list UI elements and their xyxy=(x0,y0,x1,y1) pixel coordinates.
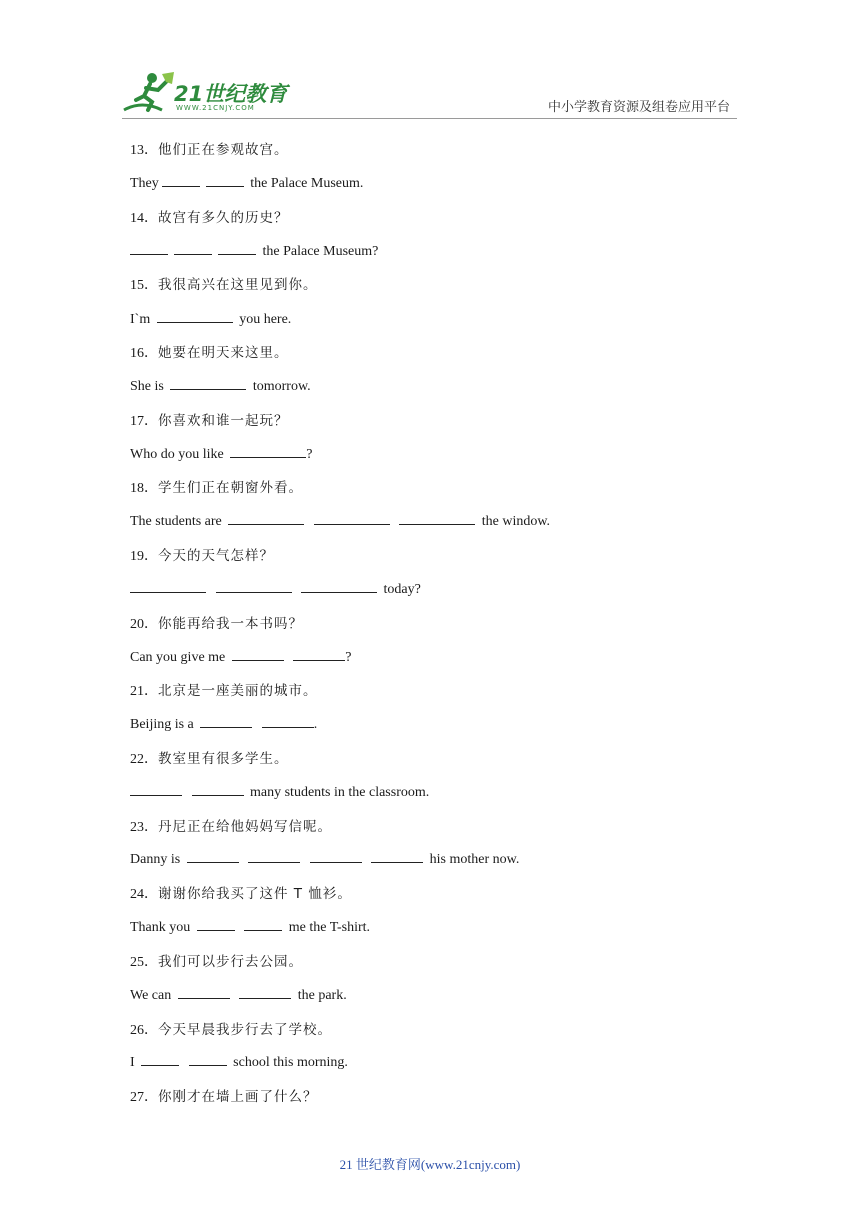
answer-21: Beijing is a . xyxy=(130,714,317,733)
blank[interactable] xyxy=(248,849,300,863)
question-17: 17．你喜欢和谁一起玩？ xyxy=(130,413,289,429)
logo-url: WWW.21CNJY.COM xyxy=(176,104,255,112)
blank[interactable] xyxy=(293,647,345,661)
blank[interactable] xyxy=(218,241,256,255)
answer-24: Thank you me the T-shirt. xyxy=(130,917,370,936)
question-18: 18．学生们正在朝窗外看。 xyxy=(130,480,303,496)
blank[interactable] xyxy=(197,917,235,931)
answer-13: They the Palace Museum. xyxy=(130,173,363,192)
blank[interactable] xyxy=(130,782,182,796)
blank[interactable] xyxy=(206,173,244,187)
question-26: 26．今天早晨我步行去了学校。 xyxy=(130,1022,332,1038)
question-22: 22．教室里有很多学生。 xyxy=(130,751,289,767)
question-13: 13．他们正在参观故宫。 xyxy=(130,142,289,158)
page-header xyxy=(0,0,860,120)
question-27: 27．你刚才在墙上画了什么？ xyxy=(130,1089,318,1105)
blank[interactable] xyxy=(189,1052,227,1066)
blank[interactable] xyxy=(228,511,304,525)
platform-title: 中小学教育资源及组卷应用平台 xyxy=(547,100,730,115)
blank[interactable] xyxy=(262,714,314,728)
question-14: 14．故宫有多久的历史？ xyxy=(130,210,289,226)
blank[interactable] xyxy=(187,849,239,863)
header-divider xyxy=(122,118,737,119)
blank[interactable] xyxy=(192,782,244,796)
question-21: 21．北京是一座美丽的城市。 xyxy=(130,683,318,699)
answer-17: Who do you like ? xyxy=(130,444,312,463)
blank[interactable] xyxy=(310,849,362,863)
blank[interactable] xyxy=(239,985,291,999)
blank[interactable] xyxy=(301,579,377,593)
logo xyxy=(122,70,292,116)
question-25: 25．我们可以步行去公园。 xyxy=(130,954,303,970)
blank[interactable] xyxy=(371,849,423,863)
blank[interactable] xyxy=(230,444,306,458)
question-16: 16．她要在明天来这里。 xyxy=(130,345,289,361)
question-20: 20．你能再给我一本书吗？ xyxy=(130,616,303,632)
answer-19: today? xyxy=(130,579,421,598)
footer-text: 21 世纪教育网(www.21cnjy.com) xyxy=(339,1157,521,1172)
blank[interactable] xyxy=(157,309,233,323)
answer-15: I`m you here. xyxy=(130,309,291,328)
blank[interactable] xyxy=(130,241,168,255)
answer-16: She is tomorrow. xyxy=(130,376,311,395)
blank[interactable] xyxy=(244,917,282,931)
question-19: 19．今天的天气怎样？ xyxy=(130,548,274,564)
blank[interactable] xyxy=(162,173,200,187)
blank[interactable] xyxy=(232,647,284,661)
blank[interactable] xyxy=(130,579,206,593)
blank[interactable] xyxy=(314,511,390,525)
logo-text: 21世纪教育 xyxy=(174,82,288,106)
answer-22: many students in the classroom. xyxy=(130,782,429,801)
blank[interactable] xyxy=(178,985,230,999)
question-24: 24．谢谢你给我买了这件 T 恤衫。 xyxy=(130,886,352,902)
blank[interactable] xyxy=(170,376,246,390)
runner-logo-icon xyxy=(122,70,176,116)
blank[interactable] xyxy=(200,714,252,728)
question-23: 23．丹尼正在给他妈妈写信呢。 xyxy=(130,819,332,835)
blank[interactable] xyxy=(174,241,212,255)
blank[interactable] xyxy=(216,579,292,593)
blank[interactable] xyxy=(399,511,475,525)
answer-14: the Palace Museum? xyxy=(130,241,378,260)
answer-26: I school this morning. xyxy=(130,1052,348,1071)
answer-25: We can the park. xyxy=(130,985,347,1004)
answer-23: Danny is his mother now. xyxy=(130,849,519,868)
question-15: 15．我很高兴在这里见到你。 xyxy=(130,277,318,293)
answer-20: Can you give me ? xyxy=(130,647,351,666)
answer-18: The students are the window. xyxy=(130,511,550,530)
blank[interactable] xyxy=(141,1052,179,1066)
